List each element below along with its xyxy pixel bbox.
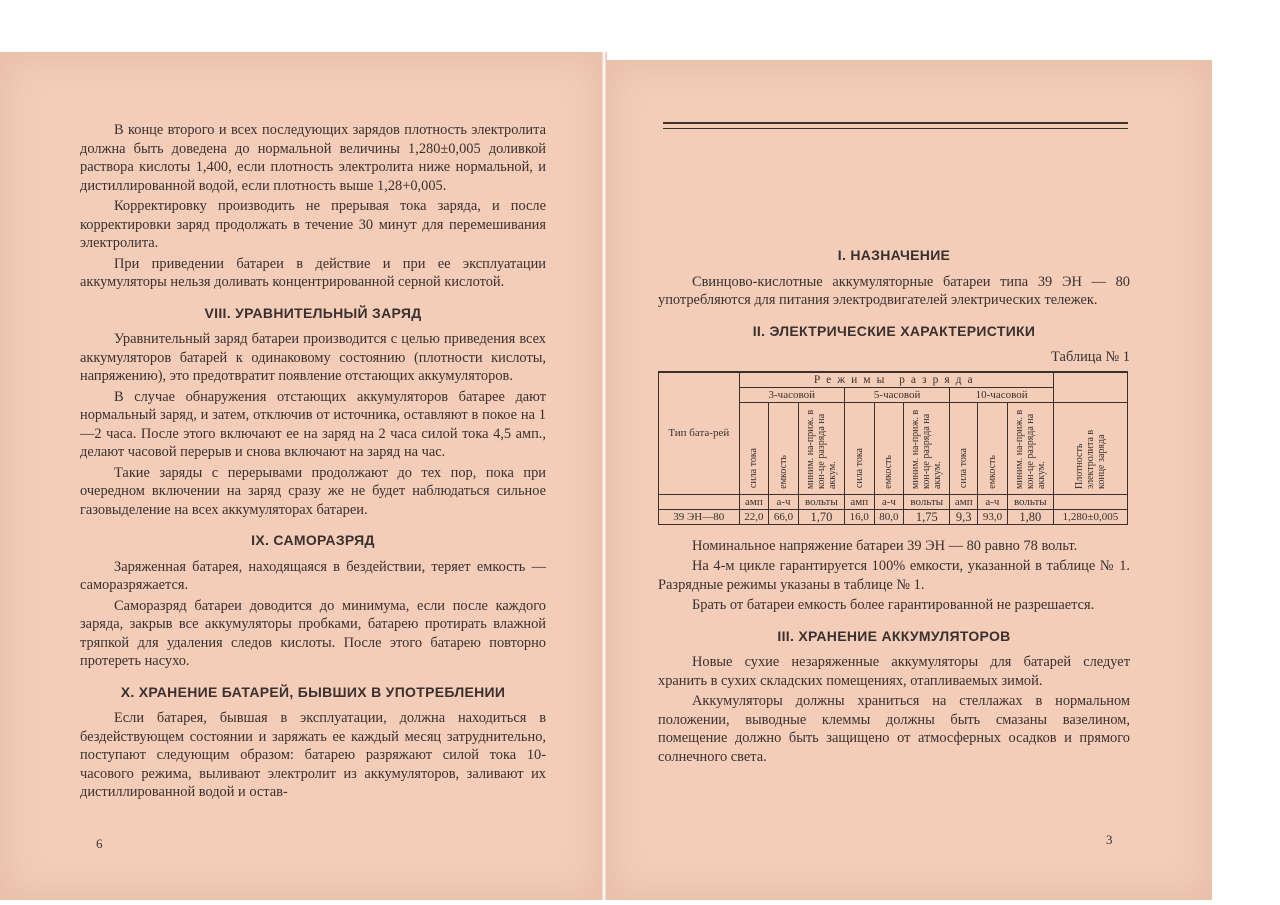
unit-cell: вольты <box>798 494 844 509</box>
header-rule <box>663 122 1128 124</box>
min-voltage-header: миним. на-приж. в кон-це разряда на аккум. <box>904 402 950 494</box>
center-fold <box>601 52 607 900</box>
units-spacer <box>659 494 740 509</box>
page-number: 3 <box>1106 832 1113 847</box>
paragraph: Номинальное напряжение батареи 39 ЭН — 80 равно 78 вольт. <box>692 537 1078 554</box>
unit-cell: амп <box>739 494 769 509</box>
paragraph: Брать от батареи емкость более гарантированной не разрешается. <box>692 597 1095 613</box>
table-cell: 93,0 <box>978 509 1008 524</box>
paragraph: В случае обнаружения отстающих аккумуляторов батарее дают нормальный заряд, и затем, отключив от источника, оставляют в покое на 1—2 часа. После этого включают ее на заряд на 2 часа силой тока 4,5 амп., делают часовой перерыв и снова включают на заряд на час. <box>80 388 546 460</box>
paragraph: Свинцово-кислотные аккумуляторные батареи типа 39 ЭН — 80 употребляются для питания электродвигателей электрических тележек. <box>658 273 1130 308</box>
current-header: сила тока <box>844 402 874 494</box>
paragraph: При приведении батареи в действие и при ее эксплуатации аккумуляторы нельзя доливать концентрированной серной кислотой. <box>80 255 546 290</box>
table-cell: 9,3 <box>950 509 978 524</box>
units-spacer <box>1053 494 1127 509</box>
table-cell: 1,70 <box>798 509 844 524</box>
paragraph: Саморазряд батареи доводится до минимума, если после каждого заряда, закрыв все аккумуляторы пробками, батарею протирать влажной тряпкой для удаления следов кислоты. После этого батарею повторно протереть насухо. <box>80 597 546 669</box>
unit-cell: вольты <box>904 494 950 509</box>
table-caption: Таблица № 1 <box>1051 349 1130 365</box>
density-header: Плотность электролита в конце заряда <box>1053 402 1127 494</box>
left-page-text <box>80 121 546 802</box>
table-cell: 80,0 <box>874 509 904 524</box>
section-heading: IX. САМОРАЗРЯД <box>251 532 375 548</box>
right-page-text <box>658 246 1130 766</box>
header-rule <box>663 128 1128 129</box>
discharge-modes-header: Режимы разряда <box>739 372 1053 388</box>
paragraph: Уравнительный заряд батареи производится с целью приведения всех аккумуляторов батарей к одинаковому состоянию (плотности кислоты, напряжению), это предотвратит появление отстающих аккумуляторов. <box>80 331 546 384</box>
paragraph: Корректировку производить не прерывая тока заряда, и после корректировки заряд продолжать в течение 30 минут для перемешивания электролита. <box>80 198 546 251</box>
capacity-header: емкость <box>874 402 904 494</box>
paragraph: Аккумуляторы должны храниться на стеллажах в нормальном положении, выводные клеммы должны быть смазаны вазелином, помещение должно быть защищено от атмосферных осадков и прямого солнечного света. <box>658 693 1130 765</box>
unit-cell: амп <box>950 494 978 509</box>
section-heading: X. ХРАНЕНИЕ БАТАРЕЙ, БЫВШИХ В УПОТРЕБЛЕНИИ <box>120 683 506 700</box>
current-header: сила тока <box>950 402 978 494</box>
section-heading: II. ЭЛЕКТРИЧЕСКИЕ ХАРАКТЕРИСТИКИ <box>752 322 1036 339</box>
section-heading: I. НАЗНАЧЕНИЕ <box>837 247 951 263</box>
paragraph: Новые сухие незаряженные аккумуляторы для батарей следует хранить в сухих складских помещениях, отапливаемых зимой. <box>658 654 1130 689</box>
page-number: 6 <box>96 836 103 851</box>
paragraph: Такие заряды с перерывами продолжают до тех пор, пока при очередном включении на заряд сразу же не будет наблюдаться сильное газовыделение на всех аккумуляторах батареи. <box>80 464 546 518</box>
table-cell: 1,75 <box>904 509 950 524</box>
section-heading: III. ХРАНЕНИЕ АККУМУЛЯТОРОВ <box>777 627 1011 644</box>
type-header: Тип бата-рей <box>659 372 740 495</box>
unit-cell: вольты <box>1007 494 1053 509</box>
paragraph: Заряженная батарея, находящаяся в бездействии, теряет емкость — саморазряжается. <box>80 558 546 593</box>
mode-10h-header: 10-часовой <box>950 387 1054 402</box>
paragraph: На 4-м цикле гарантируется 100% емкости, указанной в таблице № 1. Разрядные режимы указаны в таблице № 1. <box>658 558 1130 593</box>
capacity-header: емкость <box>769 402 799 494</box>
section-heading: VIII. УРАВНИТЕЛЬНЫЙ ЗАРЯД <box>204 304 422 321</box>
unit-cell: а-ч <box>769 494 799 509</box>
mode-5h-header: 5-часовой <box>844 387 949 402</box>
characteristics-table <box>658 371 1128 525</box>
min-voltage-header: миним. на-приж. в кон-це разряда на аккум. <box>1007 402 1053 494</box>
unit-cell: амп <box>844 494 874 509</box>
paragraph: Если батарея, бывшая в эксплуатации, должна находиться в бездействующем состоянии и заряжать ее каждый месяц затруднительно, поступают следующим образом: батарею разряжают силой тока 10-часового режима, выливают электролит из аккумуляторов, заливают их дистиллированной водой и остав- <box>80 710 546 800</box>
current-header: сила тока <box>739 402 769 494</box>
min-voltage-header: миним. на-приж. в кон-це разряда на аккум. <box>798 402 844 494</box>
table-cell: 66,0 <box>769 509 799 524</box>
unit-cell: а-ч <box>978 494 1008 509</box>
capacity-header: емкость <box>978 402 1008 494</box>
density-header-spacer <box>1053 372 1127 403</box>
mode-3h-header: 3-часовой <box>739 387 844 402</box>
table-cell: 1,80 <box>1007 509 1053 524</box>
paragraph: В конце второго и всех последующих зарядов плотность электролита должна быть доведена до нормальной величины 1,280±0,005 доливкой раствора кислоты 1,400, если плотность электролита ниже нормальной, и дистиллированной водой, если плотность выше 1,28+0,005. <box>80 122 546 194</box>
table-cell: 1,280±0,005 <box>1053 509 1127 524</box>
battery-type-cell: 39 ЭН—80 <box>659 509 740 524</box>
table-cell: 22,0 <box>739 509 769 524</box>
table-cell: 16,0 <box>844 509 874 524</box>
unit-cell: а-ч <box>874 494 904 509</box>
